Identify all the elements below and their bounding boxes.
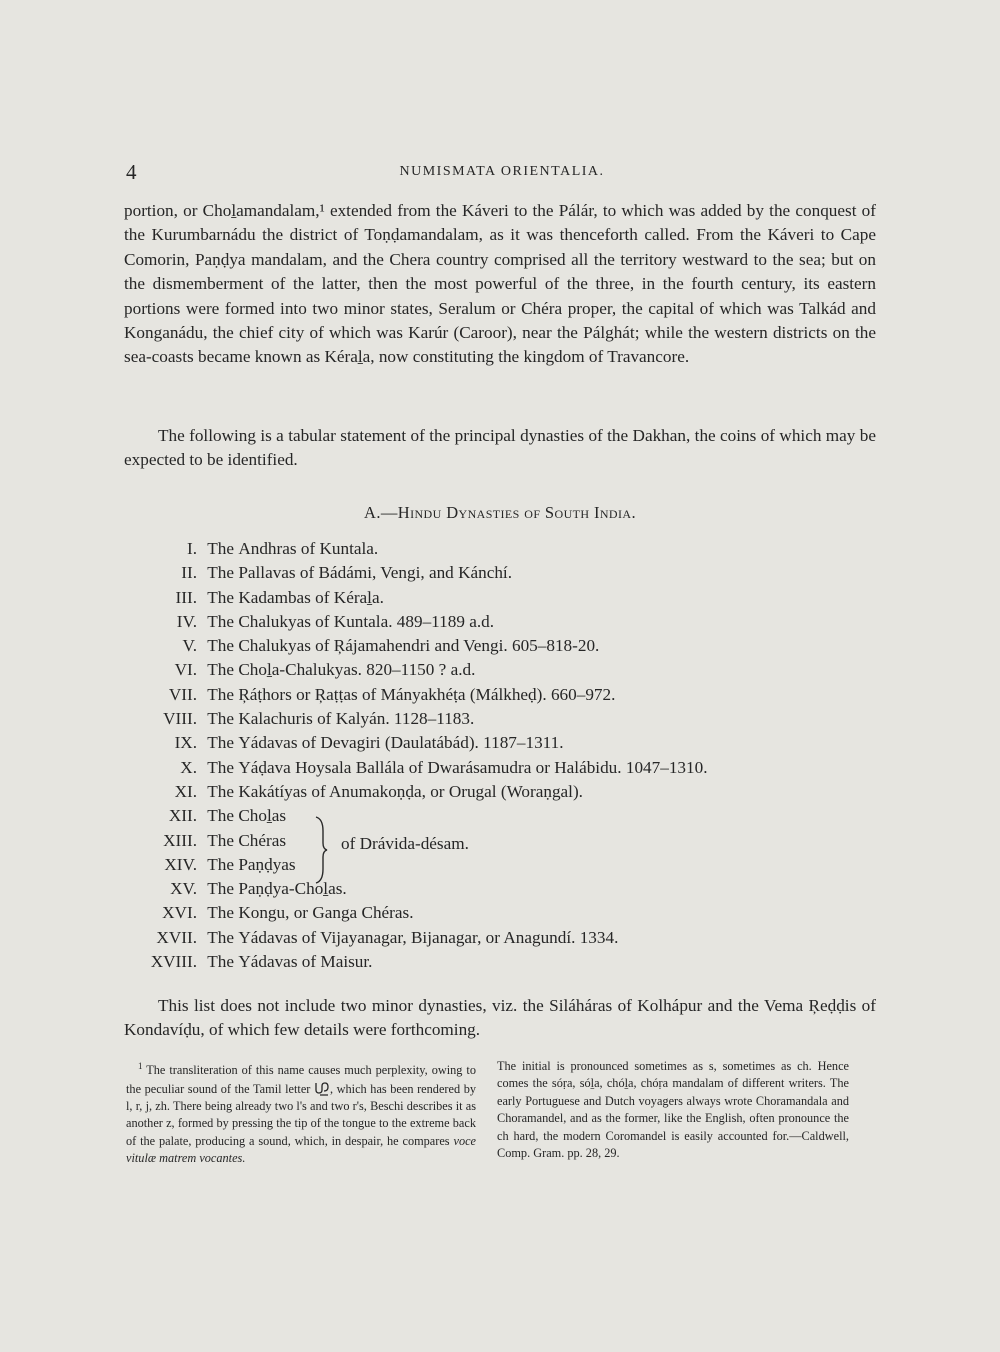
dynasty-numeral: XV. xyxy=(170,879,197,899)
dynasty-article: The xyxy=(207,539,235,558)
dynasty-numeral: IV. xyxy=(176,611,197,631)
dynasty-item xyxy=(100,561,860,585)
section-title-text: Hindu Dynasties of South India. xyxy=(397,503,636,522)
dynasty-name: Paṇḍyas xyxy=(238,854,296,874)
tamil-letter-icon xyxy=(314,1080,330,1096)
dynasty-name: Kongu, or Ganga Chéras. xyxy=(238,903,414,923)
footnote-1 xyxy=(126,1058,476,1168)
dynasty-numeral: XI. xyxy=(174,781,197,801)
dynasty-article: The xyxy=(207,781,235,801)
dynasty-numeral: X. xyxy=(180,757,197,777)
dynasty-item xyxy=(100,853,860,877)
intro-paragraph: portion, or Choḻamandalam,¹ extended from the Káveri to the Pálár, to which was added by the conquest of the Kurumbarnádu the district of Toṇḍamandalam, as it was thenceforth called. From the Káveri to Cape Comorin, Paṇḍya mandalam, and the Chera country comprised all the territory westward to the sea; but on the dismemberment of the latter, then the most powerful of the three, in the fourth century, its eastern portions were formed into two minor states, Seralum or Chéra proper, the capital of which was Talkád and Konganádu, the chief city of which was Karúr (Caroor), near the Pálghát; while the western districts on the sea-coasts became known as Kéraḻa, now constituting the kingdom of Travancore. xyxy=(124,201,876,367)
dynasty-article: The xyxy=(207,952,235,972)
footnote-1-text-b: , which has been rendered by l, r, j, zh. There being already two l's and two r's, Beschi describes it as another z, formed by pressing the tip of the tongue to the extreme back of the palate, producing a sound, which, in despair, he compares xyxy=(126,1081,476,1148)
dynasty-item xyxy=(100,634,860,658)
dynasty-item xyxy=(100,586,860,610)
dynasty-name: Paṇḍya-Choḻas. xyxy=(238,879,347,899)
dynasty-name: Pallavas of Bádámi, Vengi, and Kánchí. xyxy=(238,563,512,583)
dynasty-item xyxy=(100,707,860,731)
dynasty-name: Kalachuris of Kalyán. 1128–1183. xyxy=(238,709,475,729)
dynasty-article: The xyxy=(207,733,235,753)
dynasty-item xyxy=(100,877,860,901)
dynasty-numeral: XIII. xyxy=(163,830,197,850)
closing-paragraph: This list does not include two minor dynasties, viz. the Siláháras of Kolhápur and the Vema Ŗeḍḍis of Kondavíḍu, of which few details were forthcoming. xyxy=(124,996,876,1040)
section-title xyxy=(124,503,876,523)
dynasty-numeral: XII. xyxy=(168,806,197,826)
dynasty-item xyxy=(100,683,860,707)
dynasty-name: Yádavas of Maisur. xyxy=(238,952,373,972)
dynasty-article: The xyxy=(207,587,235,607)
dynasty-item xyxy=(100,658,860,682)
dynasty-name: Kadambas of Kéraḻa. xyxy=(238,587,384,607)
tabular-statement-paragraph: The following is a tabular statement of the principal dynasties of the Dakhan, the coins of which may be expected to be identified. xyxy=(124,426,876,470)
dynasty-article: The xyxy=(207,903,235,923)
dynasty-numeral: VI. xyxy=(174,660,197,680)
dynasty-item xyxy=(100,537,860,561)
dynasty-item xyxy=(100,610,860,634)
dynasty-article: The xyxy=(207,660,235,680)
dynasty-article: The xyxy=(207,709,235,729)
dynasty-article: The xyxy=(207,854,235,874)
dynasty-article: The xyxy=(207,684,235,704)
dynasty-article: The xyxy=(207,806,235,826)
dynasty-item xyxy=(100,731,860,755)
dynasty-article: The xyxy=(207,563,235,583)
dynasty-numeral: VII. xyxy=(168,684,197,704)
dynasty-item xyxy=(100,804,860,828)
dynasty-name: Choḻa-Chalukyas. 820–1150 ? a.d. xyxy=(238,660,476,680)
dynasty-name: Chalukyas of Kuntala. 489–1189 a.d. xyxy=(238,611,495,631)
page-number: 4 xyxy=(126,160,137,184)
dynasty-name: Kakátíyas of Anumakoṇḍa, or Orugal (Woraṇgal). xyxy=(238,781,583,801)
dynasty-article: The xyxy=(207,879,235,899)
dynasty-article: The xyxy=(207,927,235,947)
dynasty-name: Yádavas of Devagiri (Daulatábád). 1187–1311. xyxy=(238,733,564,753)
dynasty-list xyxy=(100,537,860,974)
footnote-1-latin: voce vitulæ matrem vocantes. xyxy=(126,1133,477,1166)
footnote-marker: 1 xyxy=(138,1061,143,1071)
footnote-1-text-a: The transliteration of this name causes much perplexity, owing to the peculiar sound of the Tamil letter xyxy=(126,1063,476,1096)
dynasty-numeral: XVI. xyxy=(162,903,197,923)
dynasty-numeral: XIV. xyxy=(164,854,197,874)
dynasty-numeral: XVIII. xyxy=(150,952,197,972)
dynasty-numeral: VIII. xyxy=(163,709,197,729)
dynasty-numeral: I. xyxy=(186,539,197,558)
dynasty-name: Yádavas of Vijayanagar, Bijanagar, or Anagundí. 1334. xyxy=(238,927,619,947)
dynasty-numeral: V. xyxy=(182,636,197,656)
dynasty-name: Chalukyas of Ŗájamahendri and Vengi. 605–818-20. xyxy=(238,636,600,656)
page-header xyxy=(126,160,878,184)
dynasty-name: Andhras of Kuntala. xyxy=(238,539,379,558)
dynasty-item xyxy=(100,901,860,925)
dynasty-item xyxy=(100,926,860,950)
dynasty-item xyxy=(100,950,860,974)
right-brace-icon xyxy=(314,815,328,885)
dynasty-numeral: IX. xyxy=(174,733,197,753)
section-prefix: A.— xyxy=(364,503,398,522)
dynasty-item xyxy=(100,829,860,853)
dynasty-name: Yáḍava Hoysala Ballála of Dwarásamudra or Halábidu. 1047–1310. xyxy=(238,757,708,777)
dynasty-article: The xyxy=(207,757,235,777)
dynasty-item xyxy=(100,756,860,780)
brace-group-label: of Drávida-désam. xyxy=(341,834,469,853)
dynasty-numeral: III. xyxy=(175,587,197,607)
dynasty-name: Choḻas xyxy=(238,806,287,826)
dynasty-article: The xyxy=(207,611,235,631)
dynasty-numeral: II. xyxy=(181,563,197,583)
dynasty-article: The xyxy=(207,830,235,850)
dynasty-name: Chéras xyxy=(238,830,287,850)
dynasty-numeral: XVII. xyxy=(156,927,197,947)
dynasty-article: The xyxy=(207,636,235,656)
dynasty-item xyxy=(100,780,860,804)
dynasty-name: Ŗáṭhors or Ŗaṭṭas of Mányakhéṭa (Málkheḍ). 660–972. xyxy=(238,684,616,704)
running-title: NUMISMATA ORIENTALIA. xyxy=(399,164,605,179)
footnote-2: The initial is pronounced sometimes as s, sometimes as ch. Hence comes the sóṛa, sóḻa, chóḻa, chóṛa mandalam of different writers. The early Portuguese and Dutch voyagers always wrote Choramandala and Choramandel, and as the former, like the English, often pronounce the ch hard, the modern Coromandel is easily accounted for.—Caldwell, Comp. Gram. pp. 28, 29. xyxy=(497,1059,849,1161)
